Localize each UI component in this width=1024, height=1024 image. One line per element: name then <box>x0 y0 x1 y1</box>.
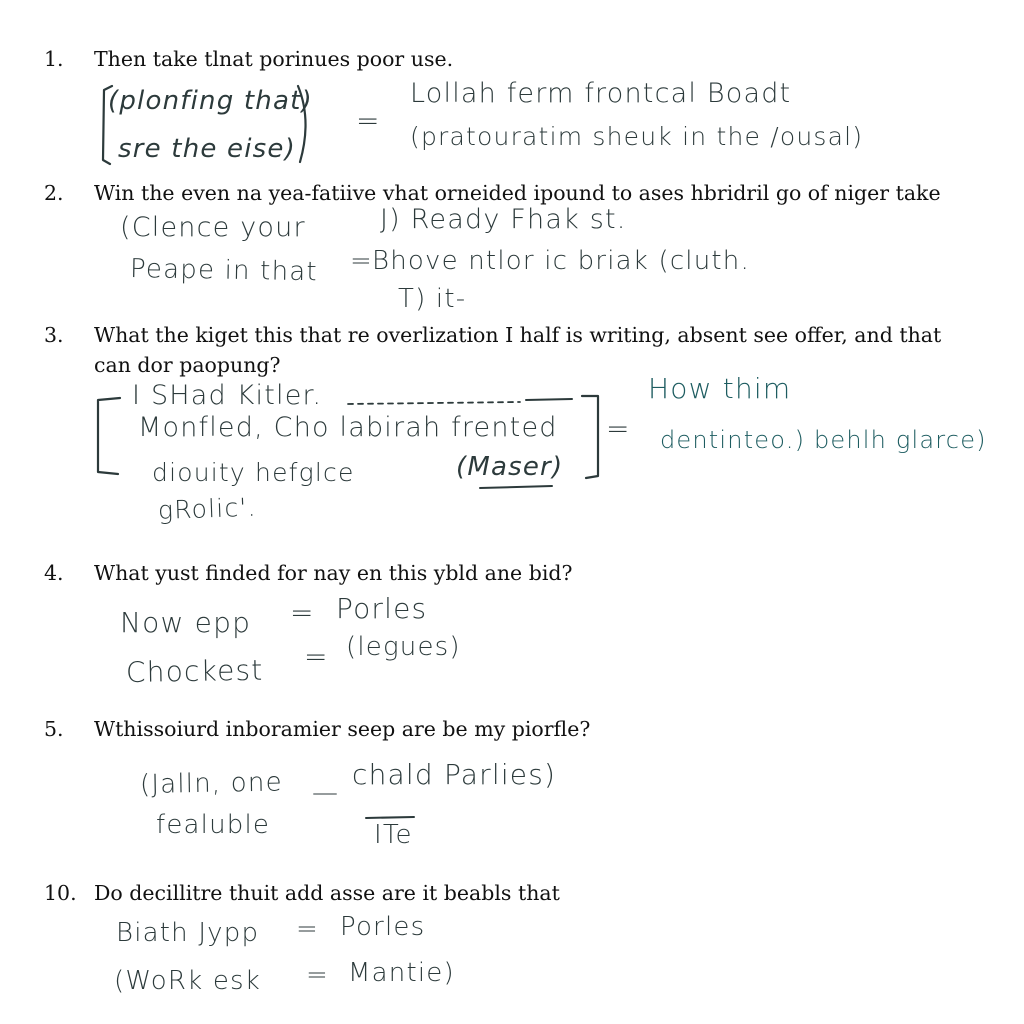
answer-2-line-3: T) it- <box>398 284 467 314</box>
question-1 <box>44 44 964 74</box>
answer-1-right-line-2: (pratouratim sheuk in the /ousal) <box>410 122 864 151</box>
answer-3-left-line-3: diouity hefglce <box>152 458 355 487</box>
answer-5-left-line-2: fealuble <box>156 810 271 840</box>
answer-2-line-2-equals: = <box>350 246 373 276</box>
answer-3-right-bracket <box>582 396 598 478</box>
answer-10-row-1-equals: = <box>296 914 319 944</box>
answer-4-row-2-left: Chockest <box>125 653 264 689</box>
answer-10-row-2-right: Mantie) <box>348 958 455 988</box>
answer-3-dotted-line <box>348 402 520 404</box>
answer-5-overbar <box>366 817 414 818</box>
question-10 <box>44 878 964 908</box>
answer-5-left-line-1: (Jalln, one <box>139 767 284 800</box>
answer-3-equals: = <box>606 412 631 445</box>
answer-3-right-line-2: dentinteo.) behlh glarce) <box>660 426 987 454</box>
answer-3-left-line-1: I SHad Kitler. <box>132 380 323 411</box>
question-number: 4. <box>44 561 64 585</box>
answer-10-row-1-right: Porles <box>340 912 426 942</box>
question-number: 10. <box>44 881 77 905</box>
question-number: 3. <box>44 323 64 347</box>
answer-1-equals: = <box>356 104 381 137</box>
question-number: 5. <box>44 717 64 741</box>
answer-2-line-1-left: (Clence your <box>120 212 306 243</box>
answer-3-paren-note: (Maser) <box>456 452 564 482</box>
answer-3-left-bracket <box>98 398 120 474</box>
answer-2-line-1-right: J) Ready Fhak st. <box>380 204 627 235</box>
answer-4-row-1-equals: = <box>290 596 315 629</box>
answer-4-row-2-equals: = <box>304 640 329 673</box>
answer-3-right-line-1: How thim <box>648 372 792 405</box>
question-4 <box>44 558 964 588</box>
answer-1-right-line-1: Lollah ferm frontcal Boadt <box>410 78 792 109</box>
answer-5-dash: — <box>312 778 340 808</box>
answer-1-left-line-2: sre the eise) <box>118 134 296 164</box>
answer-3-left-line-4: gRolic'. <box>157 492 258 525</box>
question-number: 1. <box>44 47 64 71</box>
answer-4-row-1-right: Porles <box>336 592 428 625</box>
question-number: 2. <box>44 181 64 205</box>
answer-10-row-2-left: (WoRk esk <box>114 966 262 996</box>
question-text: Then take tlnat porinues poor use. <box>94 47 454 71</box>
answer-4-row-1-left: Now epp <box>120 606 252 639</box>
question-text: What yust finded for nay en this ybld ane bid? <box>94 561 573 585</box>
answer-4-row-2-right: (legues) <box>346 632 461 662</box>
question-3 <box>44 320 964 380</box>
question-text: Wthissoiurd inboramier seep are be my piorfle? <box>94 717 591 741</box>
question-text: Do decillitre thuit add asse are it beabls that <box>94 881 560 905</box>
answer-1-left-line-1: (plonfing that) <box>108 86 313 116</box>
answer-3-dash-line <box>526 399 572 400</box>
question-text: What the kiget this that re overlization I half is writing, absent see offer, and that can dor paopung? <box>94 323 942 377</box>
answer-5-right-line-1: chald Parlies) <box>352 758 557 791</box>
answer-2-line-2-right: Bhove ntlor ic briak (cluth. <box>372 246 750 276</box>
answer-10-row-2-equals: = <box>306 960 329 990</box>
answer-2-line-2-left: Peape in that <box>129 254 319 288</box>
answer-5-right-line-2: ITe <box>374 820 413 850</box>
answer-3-maser-underline <box>480 486 552 488</box>
question-5 <box>44 714 964 744</box>
answer-10-row-1-left: Biath Jypp <box>116 918 260 948</box>
question-text: Win the even na yea-fatiive vhat orneided ipound to ases hbridril go of niger take <box>94 181 941 205</box>
answer-3-left-line-2: Monfled, Cho labirah frented <box>138 412 558 443</box>
